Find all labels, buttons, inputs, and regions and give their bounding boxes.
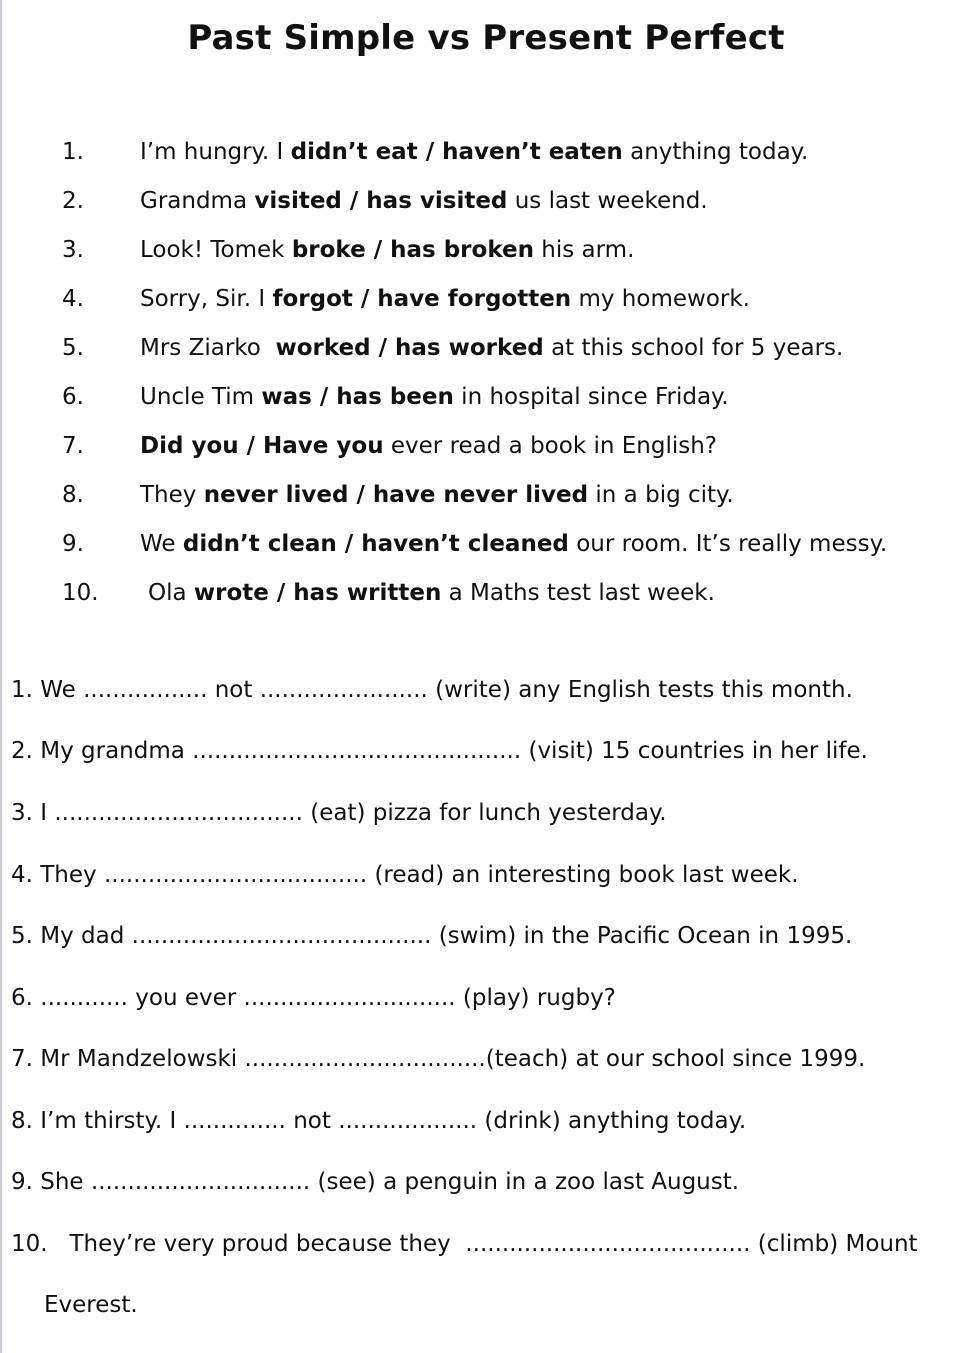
- item-sentence: Ola wrote / has written a Maths test last week.: [148, 580, 715, 606]
- item-choice: worked / has worked: [275, 335, 544, 361]
- exercise-2-item: 2. My grandma ............................................. (visit) 15 countries in her life.: [11, 738, 868, 764]
- item-number: 4.: [62, 286, 84, 312]
- item-number: 8.: [62, 482, 84, 508]
- item-sentence: Did you / Have you ever read a book in English?: [140, 433, 717, 459]
- item-choice: forgot / have forgotten: [272, 286, 572, 312]
- item-choice: didn’t clean / haven’t cleaned: [182, 531, 569, 557]
- item-number: 3.: [62, 237, 84, 263]
- exercise-2-item: 1. We ................. not ....................... (write) any English tests this month.: [11, 677, 853, 703]
- item-sentence: They never lived / have never lived in a big city.: [140, 482, 734, 508]
- exercise-2-item: 9. She .............................. (see) a penguin in a zoo last August.: [11, 1169, 740, 1195]
- exercise-2-item: 10. They’re very proud because they ....................................... (climb) Mount: [11, 1231, 918, 1257]
- item-choice: never lived / have never lived: [203, 482, 589, 508]
- item-sentence: Sorry, Sir. I forgot / have forgotten my homework.: [140, 286, 750, 312]
- exercise-2-item: 8. I’m thirsty. I .............. not ................... (drink) anything today.: [11, 1108, 747, 1134]
- exercise-2-item: 3. I .................................. (eat) pizza for lunch yesterday.: [11, 800, 667, 826]
- item-choice: Did you / Have you: [140, 433, 384, 459]
- item-sentence: I’m hungry. I didn’t eat / haven’t eaten anything today.: [140, 139, 809, 165]
- item-number: 5.: [62, 335, 84, 361]
- item-choice: was / has been: [261, 384, 454, 410]
- item-number: 10.: [62, 580, 99, 606]
- item-number: 7.: [62, 433, 84, 459]
- item-number: 1.: [62, 139, 84, 165]
- item-number: 9.: [62, 531, 84, 557]
- page-edge-line: [0, 0, 2, 1353]
- item-sentence: We didn’t clean / haven’t cleaned our room. It’s really messy.: [140, 531, 888, 557]
- exercise-2-item: 7. Mr Mandzelowski .................................(teach) at our school since 1999.: [11, 1046, 866, 1072]
- item-sentence: Grandma visited / has visited us last weekend.: [140, 188, 708, 214]
- item-choice: didn’t eat / haven’t eaten: [290, 139, 623, 165]
- item-sentence: Uncle Tim was / has been in hospital since Friday.: [140, 384, 729, 410]
- item-choice: wrote / has written: [193, 580, 442, 606]
- item-sentence: Mrs Ziarko worked / has worked at this school for 5 years.: [140, 335, 844, 361]
- item-number: 2.: [62, 188, 84, 214]
- exercise-2-item: 4. They .................................... (read) an interesting book last week.: [11, 862, 799, 888]
- item-choice: broke / has broken: [291, 237, 534, 263]
- item-choice: visited / has visited: [254, 188, 508, 214]
- exercise-2-item-continuation: Everest.: [44, 1292, 138, 1318]
- exercise-2-item: 6. ............ you ever ............................. (play) rugby?: [11, 985, 616, 1011]
- page-title: Past Simple vs Present Perfect: [187, 18, 785, 58]
- item-sentence: Look! Tomek broke / has broken his arm.: [140, 237, 635, 263]
- exercise-2-item: 5. My dad ......................................... (swim) in the Pacific Ocean in 1995.: [11, 923, 853, 949]
- item-number: 6.: [62, 384, 84, 410]
